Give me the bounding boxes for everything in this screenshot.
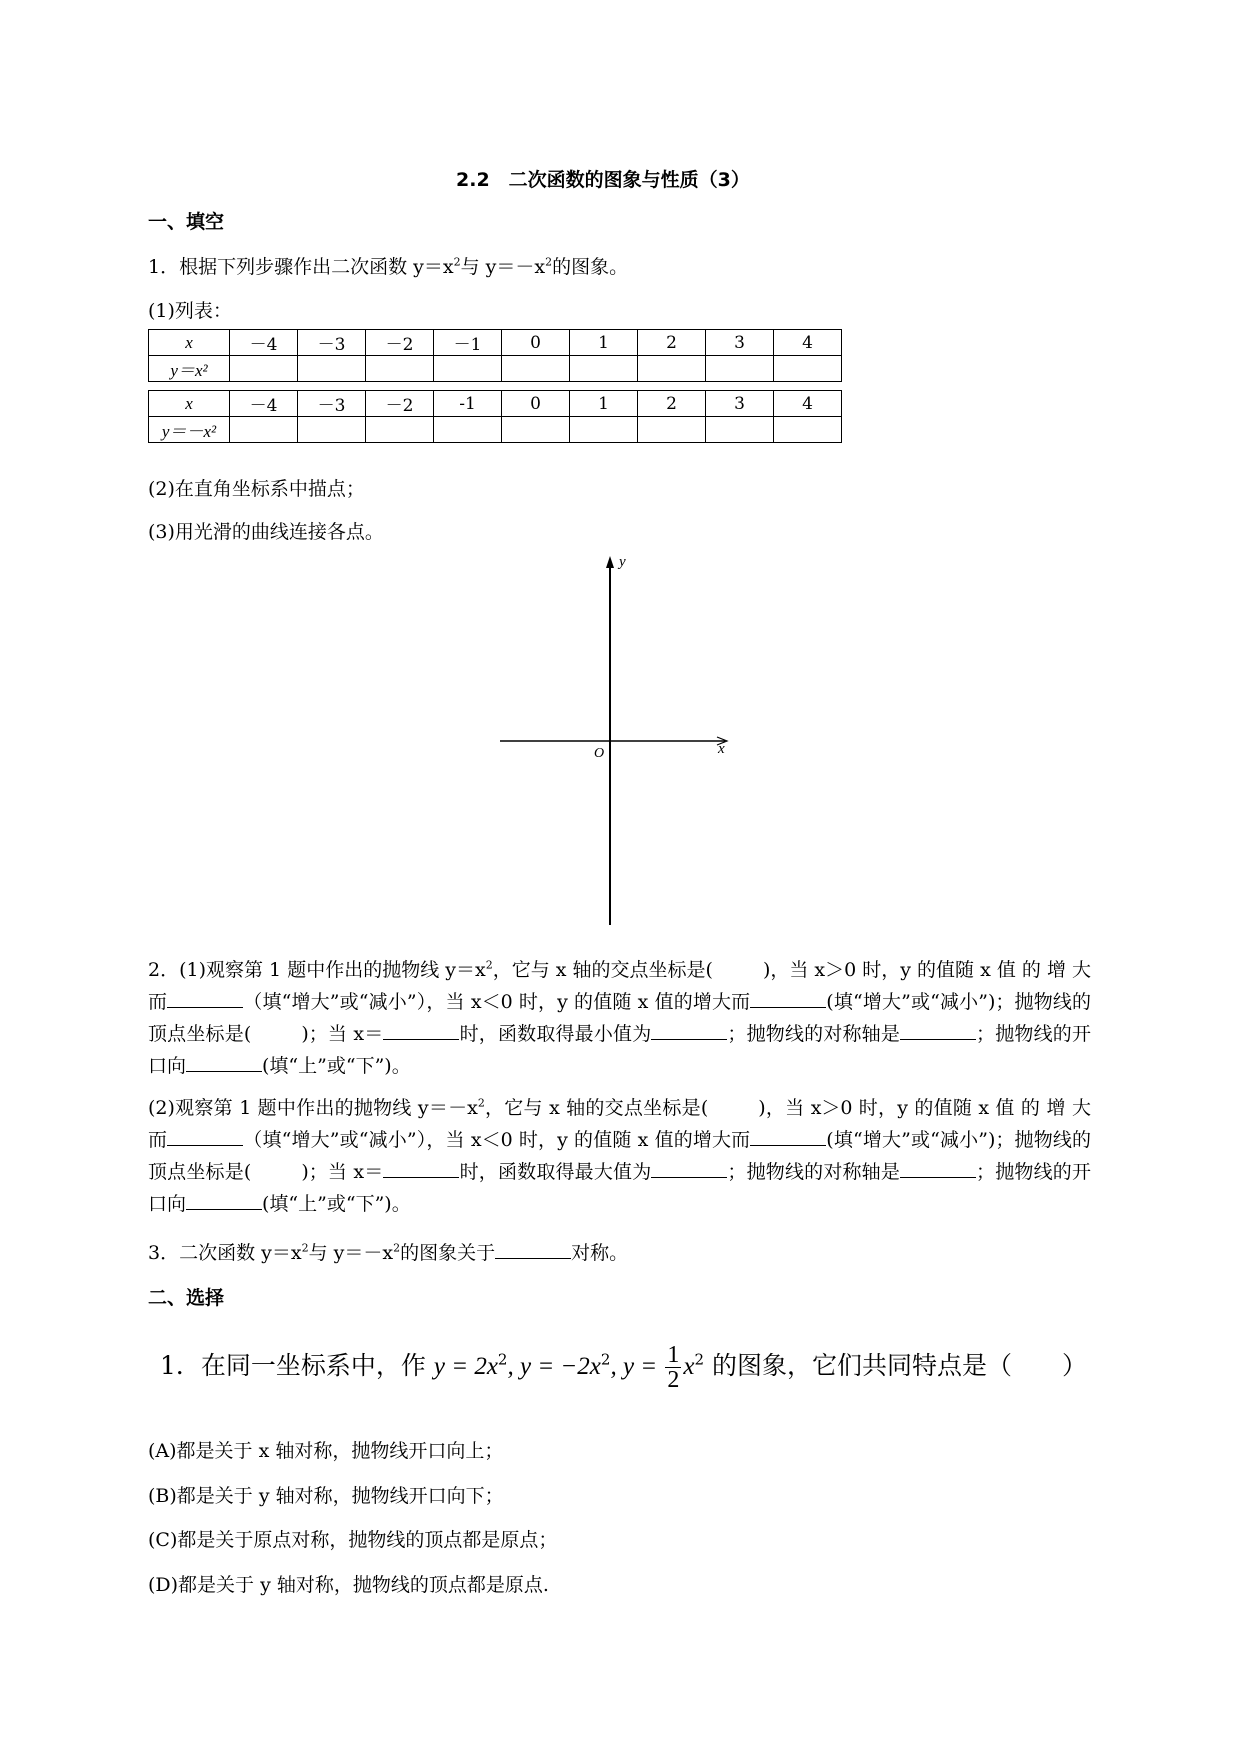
y-axis-label: y [619,554,626,570]
answer-cell[interactable] [638,356,706,382]
answer-blank[interactable] [750,989,826,1008]
answer-cell[interactable] [706,356,774,382]
answer-blank[interactable] [167,989,243,1008]
table-row [149,356,842,382]
answer-cell[interactable] [366,417,434,443]
fraction-one-half: $\frac{1}{2}$ [667,1342,680,1393]
origin-label: O [594,746,605,761]
answer-blank[interactable] [186,1053,262,1072]
option-a[interactable]: (A)都是关于 x 轴对称，抛物线开口向上； [148,1440,504,1462]
answer-blank[interactable] [651,1159,727,1178]
table-row: x －4 －3 －2 -1 0 1 2 3 4 [149,391,842,417]
table-row [149,417,842,443]
answer-cell[interactable] [502,417,570,443]
answer-cell[interactable] [434,356,502,382]
value-table-y-neg-x2 [148,390,842,443]
answer-cell[interactable] [298,356,366,382]
answer-cell[interactable] [706,417,774,443]
answer-cell[interactable] [774,417,842,443]
question-2-part-2: (2)观察第 1 题中作出的抛物线 $y=-x^2$，它与 x 轴的交点坐标是( )，当 x＞0 时，y 的值随 x 值 的 增 大 而 （填“增大”或“减小”），当 x＜0 时，y 的值随 x 值的增大而 (填“增大”或“减小”)；抛物线的顶点坐标是( )；当 x＝ 时，函数取得最大值为 ；抛物线的对称轴是 ；抛物线的开口向 (填“上”或“下”)。 [148,1096,1091,1215]
section-fill-in: 一、填空 [148,211,225,233]
table-row: x －4 －3 －2 －1 0 1 2 3 4 [149,330,842,356]
value-table-y-x2 [148,329,842,382]
step-1-label: (1)列表： [148,300,232,322]
answer-cell[interactable] [774,356,842,382]
answer-cell[interactable] [230,417,298,443]
question-2-part-1: 2．(1)观察第 1 题中作出的抛物线 $y=x^2$，它与 x 轴的交点坐标是( )，当 x＞0 时，y 的值随 x 值 的 增 大 而 （填“增大”或“减小”），当 x＜0 时，y 的值随 x 值的增大而 (填“增大”或“减小”)；抛物线的顶点坐标是( )；当 x＝ 时，函数取得最小值为 ；抛物线的对称轴是 ；抛物线的开口向 (填“上”或“下”)。 [148,958,1091,1077]
answer-blank[interactable] [186,1191,262,1210]
question-3: 3．二次函数 $y=x^2$与 $y=-x^2$的图象关于 对称。 [148,1241,629,1264]
answer-blank[interactable] [900,1021,976,1040]
answer-cell[interactable] [230,356,298,382]
y-axis-arrow [606,556,614,568]
step-2-label: (2)在直角坐标系中描点； [148,478,365,500]
option-b[interactable]: (B)都是关于 y 轴对称，抛物线开口向下； [148,1485,504,1507]
answer-blank[interactable] [651,1021,727,1040]
answer-blank[interactable] [383,1159,459,1178]
answer-cell[interactable] [638,417,706,443]
answer-cell[interactable] [298,417,366,443]
answer-cell[interactable] [366,356,434,382]
y-header: y＝－x² [149,417,230,443]
step-3-label: (3)用光滑的曲线连接各点。 [148,521,384,543]
option-c[interactable]: (C)都是关于原点对称，抛物线的顶点都是原点； [148,1529,558,1551]
answer-blank[interactable] [383,1021,459,1040]
answer-blank[interactable] [167,1127,243,1146]
x-header: x [149,330,230,356]
y-header: y＝x² [149,356,230,382]
answer-blank[interactable] [495,1240,571,1259]
answer-cell[interactable] [570,417,638,443]
choice-question-1: 1．在同一坐标系中，作 $y = 2x^2$, $y = -2x^2$, y = $\frac{1}{2}$ $x^2$ 的图象，它们共同特点是（ ） [160,1342,1088,1393]
x-axis-label: x [718,741,725,757]
x-axis-arrow [717,737,727,745]
x-header: x [149,391,230,417]
answer-cell[interactable] [502,356,570,382]
section-choice: 二、选择 [148,1287,225,1309]
answer-blank[interactable] [750,1127,826,1146]
option-d[interactable]: (D)都是关于 y 轴对称，抛物线的顶点都是原点. [148,1574,549,1596]
answer-blank[interactable] [900,1159,976,1178]
answer-cell[interactable] [570,356,638,382]
page-title: 2.2 二次函数的图象与性质（3） [456,169,750,191]
answer-cell[interactable] [434,417,502,443]
question-1-text: 1．根据下列步骤作出二次函数 $y=x^2$与 $y=-x^2$的图象。 [148,255,629,278]
